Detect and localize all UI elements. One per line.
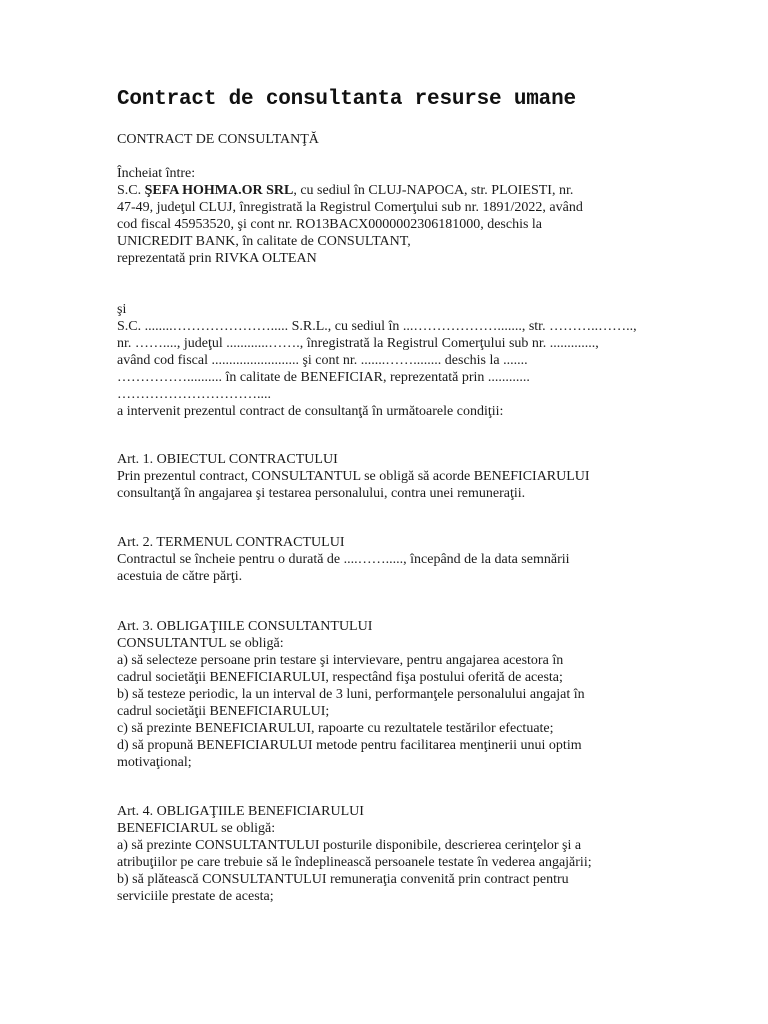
art3-line: b) să testeze periodic, la un interval de 3 luni, performanţele personalului angajat în [117,687,585,702]
contract-heading: CONTRACT DE CONSULTANŢĂ [117,132,319,147]
art4-line: b) să plătească CONSULTANTULUI remuneraţia convenită prin contract pentru [117,872,569,887]
party2-line2: nr. ……...., judeţul ............……., înregistrată la Registrul Comerţului sub nr. ............., [117,336,599,351]
intervention-text: a intervenit prezentul contract de consultanţă în următoarele condiţii: [117,404,504,419]
party2-line1: S.C. ........…………………..... S.R.L., cu sediul în ...………………......., str. ………..…….., [117,319,637,334]
document-title: Contract de consultanta resurse umane [117,88,576,111]
party2-line4: …………….......... în calitate de BENEFICIAR, reprezentată prin ............ [117,370,530,385]
art3-line: d) să propună BENEFICIARULUI metode pentru facilitarea menţinerii unui optim [117,738,582,753]
art1-line: Prin prezentul contract, CONSULTANTUL se obligă să acorde BENEFICIARULUI [117,469,590,484]
party1-line2: 47-49, judeţul CLUJ, înregistrată la Registrul Comerţului sub nr. 1891/2022, având [117,200,583,215]
art4-title: Art. 4. OBLIGAŢIILE BENEFICIARULUI [117,804,364,819]
art3-line: motivaţional; [117,755,192,770]
art3-line: cadrul societăţii BENEFICIARULUI, respectând fişa postului oferită de acesta; [117,670,563,685]
incheiat-text: Încheiat între: [117,166,196,181]
party1-line3: cod fiscal 45953520, şi cont nr. RO13BACX0000002306181000, deschis la [117,217,543,232]
art3-line: c) să prezinte BENEFICIARULUI, rapoarte cu rezultatele testărilor efectuate; [117,721,554,736]
art3-line: a) să selecteze persoane prin testare şi intervievare, pentru angajarea acestora în [117,653,564,668]
party1-prefix: S.C. [117,183,145,198]
art3-line: cadrul societăţii BENEFICIARULUI; [117,704,330,719]
art1-title: Art. 1. OBIECTUL CONTRACTULUI [117,452,338,467]
party1-line5: reprezentată prin RIVKA OLTEAN [117,251,317,266]
art1-line: consultanţă în angajarea şi testarea personalului, contra unei remuneraţii. [117,486,526,501]
party2-line5: ………………………….... [117,387,271,402]
and-text: şi [117,302,127,317]
party1-line4: UNICREDIT BANK, în calitate de CONSULTANT, [117,234,411,249]
party1-line1 [117,182,573,199]
consultant-company-name: ŞEFA HOHMA.OR SRL [144,183,294,198]
party2-line3: având cod fiscal ......................... şi cont nr. .......……........ deschis la ....... [117,353,528,368]
art4-line: BENEFICIARUL se obligă: [117,821,276,836]
art2-line: Contractul se încheie pentru o durată de ....……....., începând de la data semnării [117,552,570,567]
art4-line: serviciile prestate de acesta; [117,889,274,904]
art2-line: acestuia de către părţi. [117,569,243,584]
party1-suffix: , cu sediul în CLUJ-NAPOCA, str. PLOIESTI, nr. [293,183,574,198]
art4-line: atribuţiilor pe care trebuie să le îndeplinească persoanele testate în vederea angajării; [117,855,592,870]
art2-title: Art. 2. TERMENUL CONTRACTULUI [117,535,345,550]
art3-line: CONSULTANTUL se obligă: [117,636,284,651]
art3-title: Art. 3. OBLIGAŢIILE CONSULTANTULUI [117,619,373,634]
art4-line: a) să prezinte CONSULTANTULUI posturile disponibile, descrierea cerinţelor şi a [117,838,582,853]
